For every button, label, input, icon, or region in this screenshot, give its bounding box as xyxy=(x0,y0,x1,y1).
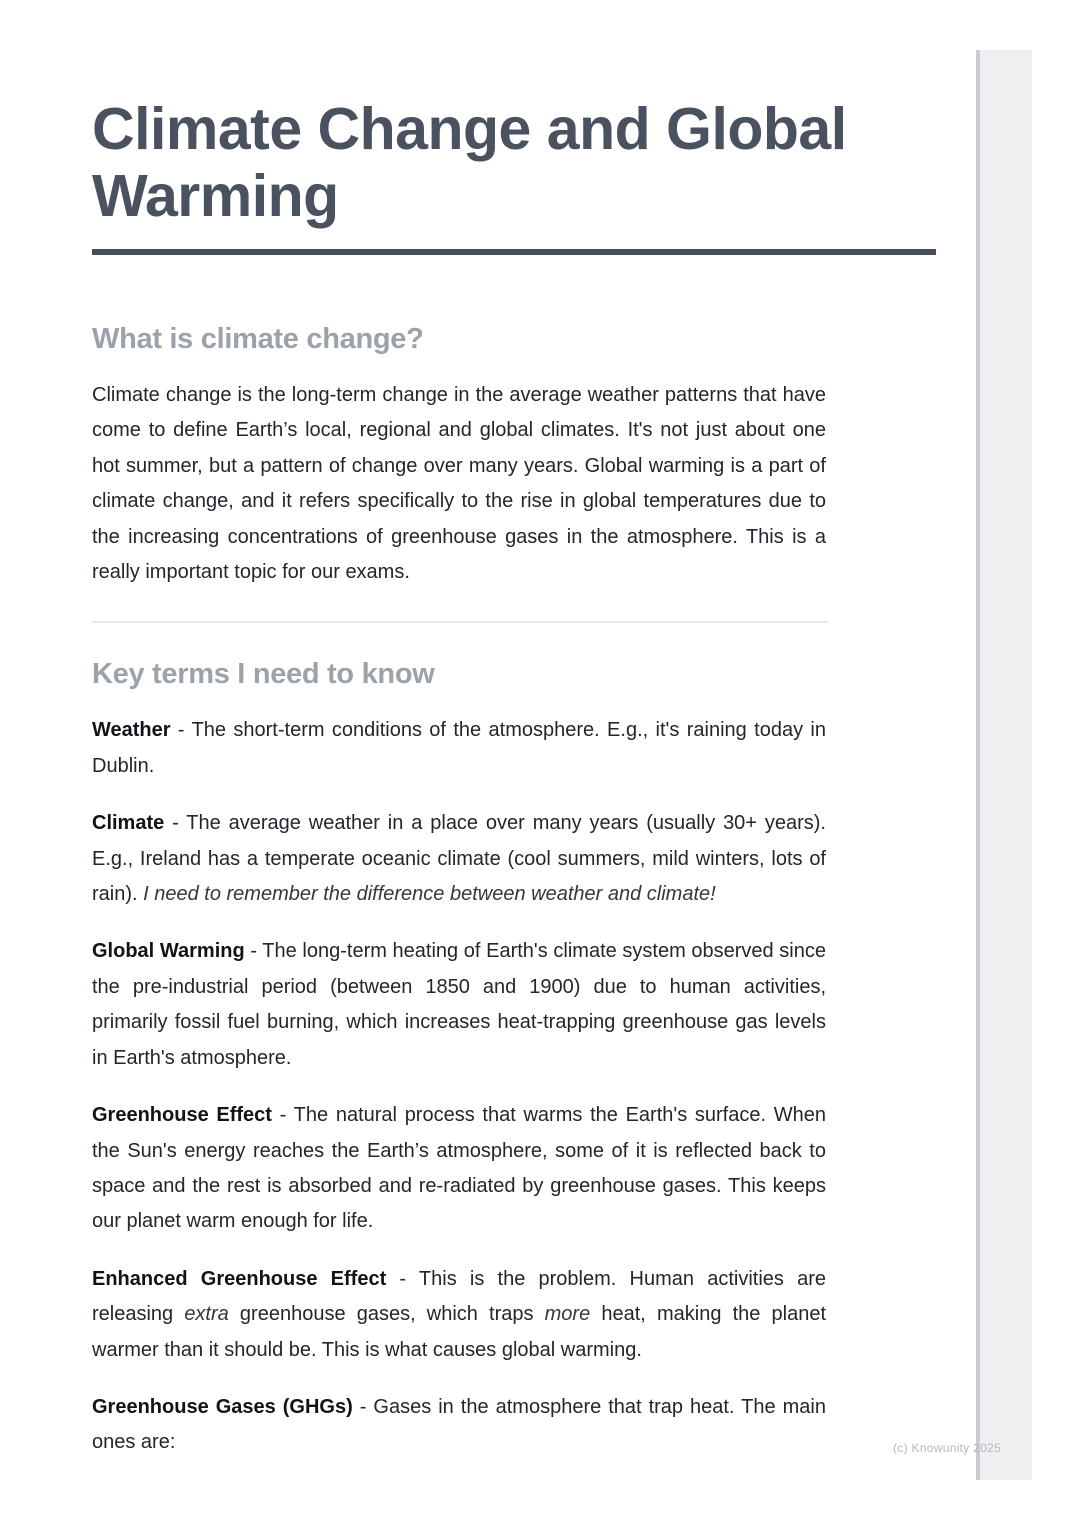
term-weather xyxy=(92,713,826,784)
term-emphasis: extra xyxy=(184,1303,229,1326)
term-global-warming xyxy=(92,934,826,1076)
term-emphasis: more xyxy=(544,1303,591,1326)
copyright-footer: (c) Knowunity 2025 xyxy=(893,1441,1002,1455)
section-heading-what-is-climate-change: What is climate change? xyxy=(92,323,424,355)
term-label: Greenhouse Effect xyxy=(92,1104,272,1127)
term-definition-part: heat, making the planet warmer than it should be. This is what causes global warming. xyxy=(92,1303,827,1361)
term-definition: - The short-term conditions of the atmosphere. E.g., it's raining today in Dublin. xyxy=(92,719,826,777)
term-label: Climate xyxy=(92,812,165,835)
term-label: Weather xyxy=(92,719,171,742)
document-title: Climate Change and Global Warming xyxy=(92,96,847,229)
term-definition-part: greenhouse gases, which traps xyxy=(228,1303,545,1326)
document-content xyxy=(92,96,847,1461)
term-climate xyxy=(92,806,826,912)
term-label: Greenhouse Gases (GHGs) xyxy=(92,1395,353,1418)
term-definition: - Gases in the atmosphere that trap heat. The main ones are: xyxy=(92,1395,826,1454)
page-side-margin xyxy=(976,50,1032,1480)
term-definition: - The average weather in a place over many years (usually 30+ years). E.g., Ireland has a temperate oceanic climate (cool summers, mild winters, lots of rain). xyxy=(92,812,826,906)
term-greenhouse-gases xyxy=(92,1390,826,1461)
section-heading-key-terms: Key terms I need to know xyxy=(92,658,435,691)
intro-paragraph: Climate change is the long-term change in the average weather patterns that have come to define Earth’s local, regional and global climates. It's not just about one hot summer, but a pattern of change over many years. Global warming is a part of climate change, and it refers specifically to the rise in global temperatures due to the increasing concentrations of greenhouse gases in the atmosphere. This is a really important topic for our exams. xyxy=(92,384,826,584)
term-label: Global Warming xyxy=(92,940,245,963)
term-enhanced-greenhouse-effect xyxy=(92,1262,826,1368)
term-definition-part: - This is the problem. Human activities are releasing xyxy=(92,1267,826,1326)
term-definition: - The natural process that warms the Earth's surface. When the Sun's energy reaches the Earth’s atmosphere, some of it is reflected back to space and the rest is absorbed and re-radiated by greenhouse gases. This keeps our planet warm enough for life. xyxy=(92,1104,826,1233)
term-greenhouse-effect xyxy=(92,1098,826,1240)
term-label: Enhanced Greenhouse Effect xyxy=(92,1267,387,1290)
term-definition: - The long-term heating of Earth's climate system observed since the pre-industrial period (between 1850 and 1900) due to human activities, primarily fossil fuel burning, which increases heat-trapping greenhouse gas levels in Earth's atmosphere. xyxy=(92,940,826,1069)
term-note: I need to remember the difference between weather and climate! xyxy=(143,883,716,906)
